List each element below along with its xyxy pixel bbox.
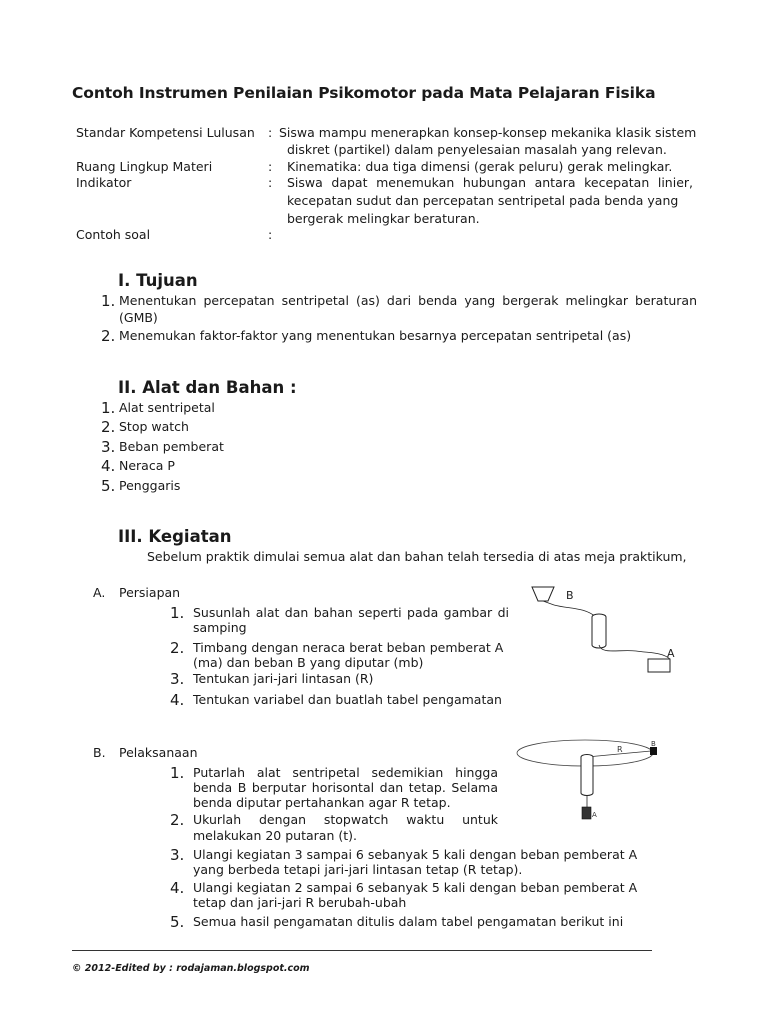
string-top — [543, 601, 554, 605]
list-text: melakukan 20 putaran (t). — [193, 828, 357, 843]
list-text: Beban pemberat — [119, 439, 224, 454]
ind-text-1: Siswa dapat menemukan hubungan antara kecepatan linier, — [287, 175, 693, 190]
tube-body — [581, 757, 593, 796]
list-number: 2. — [170, 811, 185, 829]
list-number: 1. — [170, 764, 185, 782]
list-number: 1. — [101, 292, 116, 310]
apparatus-setup-figure — [524, 583, 694, 678]
list-text: Alat sentripetal — [119, 400, 215, 415]
rotation-figure — [515, 737, 665, 827]
ind-text-3: bergerak melingkar beraturan. — [287, 211, 480, 226]
list-number: 3. — [170, 846, 185, 864]
list-number: 2. — [101, 327, 116, 345]
list-text: Neraca P — [119, 458, 175, 473]
soal-label: Contoh soal — [76, 227, 151, 242]
persiapan-label: Persiapan — [119, 585, 181, 600]
skl-colon: : — [268, 125, 273, 140]
rlm-colon: : — [268, 159, 273, 174]
pelaksanaan-label: Pelaksanaan — [119, 745, 198, 760]
list-number: 4. — [101, 457, 116, 475]
list-number: 2. — [101, 418, 116, 436]
list-text: Semua hasil pengamatan ditulis dalam tabel pengamatan berikut ini — [193, 914, 624, 929]
list-text: (GMB) — [119, 310, 158, 325]
list-number: 1. — [170, 604, 185, 622]
list-number: 5. — [170, 913, 185, 931]
skl-text-1: Siswa mampu menerapkan konsep-konsep mekanika klasik sistem — [279, 125, 697, 140]
list-text: Penggaris — [119, 478, 181, 493]
label-a: A — [667, 647, 675, 660]
skl-text-2: diskret (partikel) dalam penyelesaian masalah yang relevan. — [287, 142, 667, 157]
list-text: Susunlah alat dan bahan seperti pada gambar di — [193, 605, 509, 620]
list-text: Menentukan percepatan sentripetal (as) dari benda yang bergerak melingkar beraturan — [119, 293, 697, 308]
string-to-a — [599, 645, 670, 659]
funnel-weight-b — [532, 587, 554, 601]
rlm-text: Kinematika: dua tiga dimensi (gerak peluru) gerak melingkar. — [287, 159, 673, 174]
list-text: Putarlah alat sentripetal sedemikian hingga — [193, 765, 498, 780]
string-curve — [554, 605, 596, 617]
ind-text-2: kecepatan sudut dan percepatan sentripetal pada benda yang — [287, 193, 679, 208]
page-title: Contoh Instrumen Penilaian Psikomotor pada Mata Pelajaran Fisika — [72, 84, 656, 102]
skl-label: Standar Kompetensi Lulusan — [76, 125, 255, 140]
list-text: Timbang dengan neraca berat beban pemberat A — [193, 640, 504, 655]
mass-a — [582, 807, 591, 819]
alat-heading: II. Alat dan Bahan : — [118, 378, 297, 397]
ind-label: Indikator — [76, 175, 132, 190]
mass-b — [650, 747, 657, 755]
tujuan-heading: I. Tujuan — [118, 271, 198, 290]
weight-a-box — [648, 659, 670, 672]
list-number: 3. — [101, 438, 116, 456]
list-number: 2. — [170, 639, 185, 657]
rlm-label: Ruang Lingkup Materi — [76, 159, 213, 174]
list-text: Ulangi kegiatan 3 sampai 6 sebanyak 5 kali dengan beban pemberat A — [193, 847, 638, 862]
list-text: Menemukan faktor-faktor yang menentukan besarnya percepatan sentripetal (as) — [119, 328, 632, 343]
list-number: 5. — [101, 477, 116, 495]
label-a: A — [592, 811, 597, 819]
label-r: R — [617, 745, 623, 754]
label-b: B — [566, 589, 574, 602]
tube-body — [592, 617, 606, 648]
list-text: Ulangi kegiatan 2 sampai 6 sebanyak 5 kali dengan beban pemberat A — [193, 880, 638, 895]
list-text: benda B berputar horisontal dan tetap. Selama — [193, 780, 498, 795]
list-text: Ukurlah dengan stopwatch waktu untuk — [193, 812, 498, 827]
list-number: 4. — [170, 879, 185, 897]
label-b: B — [651, 740, 656, 748]
pelaksanaan-letter: B. — [93, 745, 106, 760]
list-text: benda diputar pertahankan agar R tetap. — [193, 795, 451, 810]
list-number: 1. — [101, 399, 116, 417]
ind-colon: : — [268, 175, 273, 190]
list-text: Stop watch — [119, 419, 189, 434]
list-text: samping — [193, 620, 247, 635]
kegiatan-intro: Sebelum praktik dimulai semua alat dan bahan telah tersedia di atas meja praktikum, — [147, 549, 687, 564]
list-text: Tentukan variabel dan buatlah tabel pengamatan — [193, 692, 502, 707]
list-text: yang berbeda tetapi jari-jari lintasan tetap (R tetap). — [193, 862, 523, 877]
soal-colon: : — [268, 227, 273, 242]
footer-divider — [72, 950, 652, 951]
list-text: (ma) dan beban B yang diputar (mb) — [193, 655, 424, 670]
kegiatan-heading: III. Kegiatan — [118, 527, 232, 546]
list-number: 3. — [170, 670, 185, 688]
footer-credit: © 2012-Edited by : rodajaman.blogspot.com — [72, 963, 310, 974]
list-number: 4. — [170, 691, 185, 709]
list-text: Tentukan jari-jari lintasan (R) — [193, 671, 374, 686]
persiapan-letter: A. — [93, 585, 106, 600]
list-text: tetap dan jari-jari R berubah-ubah — [193, 895, 407, 910]
